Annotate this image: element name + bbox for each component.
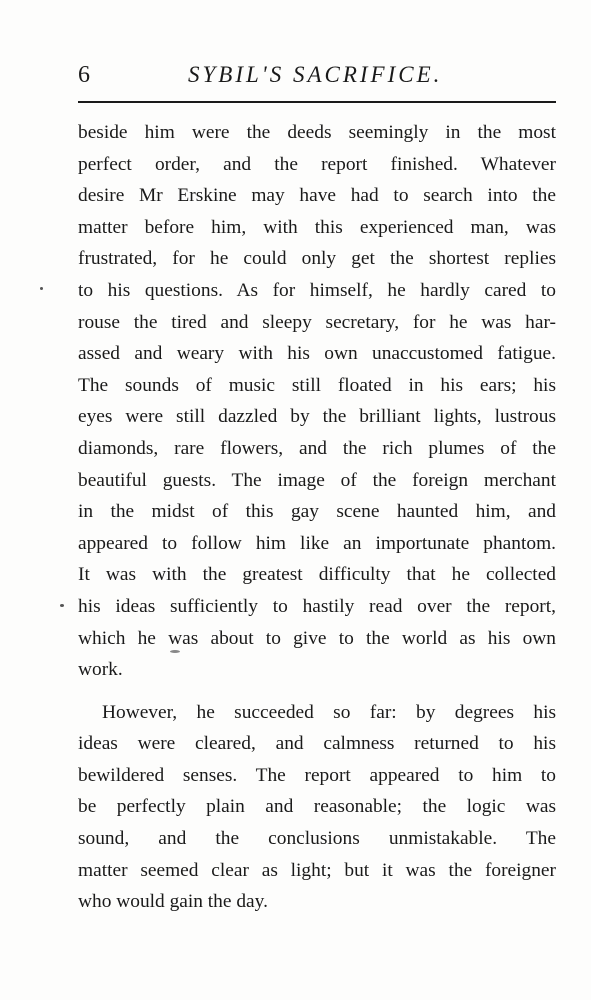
page-number: 6 xyxy=(78,62,90,88)
print-speck xyxy=(40,287,43,290)
running-title: SYBIL'S SACRIFICE. xyxy=(188,62,443,87)
text-line: beautiful guests. The image of the foreign merchant xyxy=(78,469,556,491)
text-line: to his questions. As for himself, he hardly cared to xyxy=(78,279,556,301)
text-line: ideas were cleared, and calmness returned to his xyxy=(78,733,556,755)
text-line: sound, and the conclusions unmistakable. The xyxy=(78,828,556,850)
paragraph-2 xyxy=(78,697,556,918)
print-speck xyxy=(170,650,180,653)
text-line: work. xyxy=(78,659,123,681)
print-speck xyxy=(60,604,64,607)
text-line: beside him were the deeds seemingly in the most xyxy=(78,122,556,143)
text-line: his ideas sufficiently to hastily read over the report, xyxy=(78,595,556,617)
text-line: who would gain the day. xyxy=(78,891,268,913)
text-line: However, he succeeded so far: by degrees his xyxy=(102,701,556,723)
running-head xyxy=(78,60,556,90)
text-line: bewildered senses. The report appeared to him to xyxy=(78,764,556,786)
text-line: be perfectly plain and reasonable; the logic was xyxy=(78,796,556,818)
header-rule xyxy=(78,101,556,103)
text-line: It was with the greatest difficulty that he collected xyxy=(78,564,556,586)
text-line: matter seemed clear as light; but it was the foreigner xyxy=(78,859,556,881)
paragraph-gap xyxy=(78,686,556,697)
body-text xyxy=(78,117,556,918)
text-line: diamonds, rare flowers, and the rich plumes of the xyxy=(78,437,556,459)
text-line: which he was about to give to the world as his own xyxy=(78,627,556,649)
text-line: The sounds of music still floated in his ears; his xyxy=(78,374,556,396)
text-line: desire Mr Erskine may have had to search into the xyxy=(78,185,556,207)
text-line: appeared to follow him like an importunate phantom. xyxy=(78,532,556,554)
text-line: in the midst of this gay scene haunted him, and xyxy=(78,501,556,523)
text-line: matter before him, with this experienced man, was xyxy=(78,216,556,238)
text-line: eyes were still dazzled by the brilliant lights, lustrous xyxy=(78,406,556,428)
text-line: assed and weary with his own unaccustomed fatigue. xyxy=(78,343,556,365)
paragraph-1 xyxy=(78,117,556,686)
text-line: frustrated, for he could only get the shortest replies xyxy=(78,248,556,270)
text-line: perfect order, and the report finished. Whatever xyxy=(78,153,556,175)
text-line: rouse the tired and sleepy secretary, for he was har- xyxy=(78,311,556,333)
